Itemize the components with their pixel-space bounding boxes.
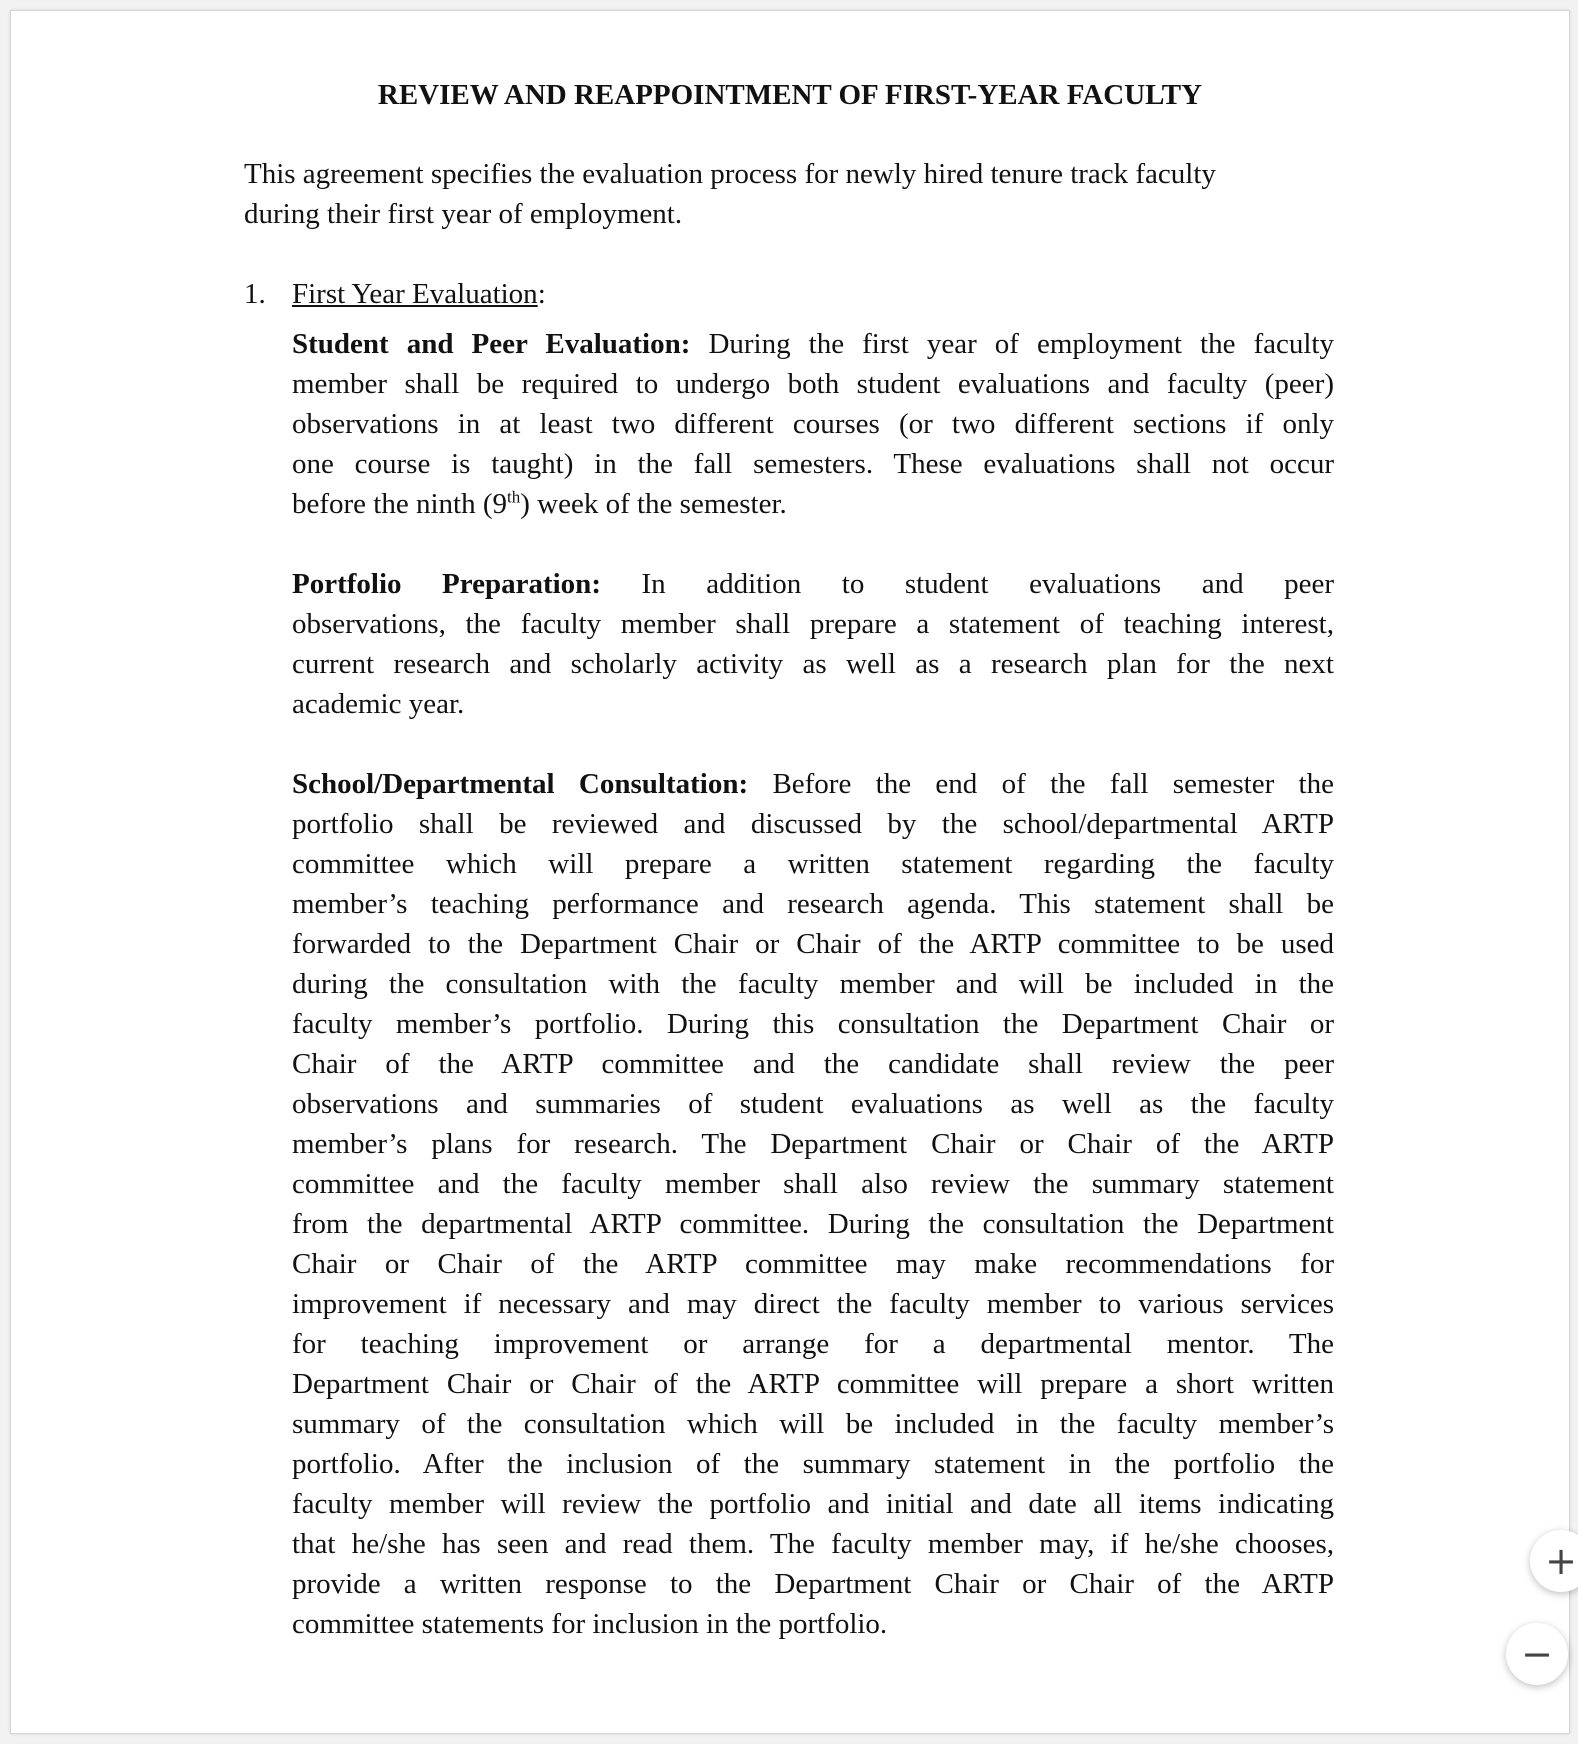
document-page <box>10 10 1570 1734</box>
paragraph-line: current research and scholarly activity as well as a research plan for the next <box>292 648 1334 680</box>
section-number: 1. <box>244 278 266 310</box>
paragraph-term: School/Departmental Consultation: <box>292 768 749 800</box>
intro-paragraph <box>244 154 1344 234</box>
document-title: REVIEW AND REAPPOINTMENT OF FIRST-YEAR FACULTY <box>377 79 1203 111</box>
paragraph-line: Chair of the ARTP committee and the candidate shall review the peer <box>292 1048 1334 1080</box>
paragraph-line: Chair or Chair of the ARTP committee may make recommendations for <box>292 1248 1334 1280</box>
paragraph-line: member shall be required to undergo both student evaluations and faculty (peer) <box>292 368 1334 400</box>
paragraph-line: portfolio shall be reviewed and discussed by the school/departmental ARTP <box>292 808 1334 840</box>
paragraph-line: provide a written response to the Department Chair or Chair of the ARTP <box>292 1568 1334 1600</box>
section-title: First Year Evaluation <box>292 278 538 310</box>
paragraph-term: Portfolio Preparation: <box>292 568 601 600</box>
paragraph-line: faculty member’s portfolio. During this consultation the Department Chair or <box>292 1008 1334 1040</box>
paragraph-line: Student and Peer Evaluation: During the first year of employment the faculty <box>292 328 1334 360</box>
paragraph-line: academic year. <box>292 688 465 720</box>
paragraph-line: from the departmental ARTP committee. During the consultation the Department <box>292 1208 1334 1240</box>
student-peer-evaluation-paragraph <box>292 324 1334 524</box>
paragraph-line: committee which will prepare a written statement regarding the faculty <box>292 848 1334 880</box>
portfolio-preparation-paragraph <box>292 564 1334 724</box>
paragraph-line: member’s plans for research. The Department Chair or Chair of the ARTP <box>292 1128 1334 1160</box>
minus-icon: − <box>1521 1632 1553 1676</box>
intro-line: during their first year of employment. <box>244 198 683 230</box>
paragraph-line: before the ninth (9th) week of the semester. <box>292 487 787 520</box>
paragraph-line: summary of the consultation which will be included in the faculty member’s <box>292 1408 1334 1440</box>
paragraph-line: improvement if necessary and may direct the faculty member to various services <box>292 1288 1334 1320</box>
paragraph-line: observations in at least two different courses (or two different sections if only <box>292 408 1334 440</box>
superscript: th <box>507 487 521 507</box>
paragraph-line: School/Departmental Consultation: Before the end of the fall semester the <box>292 768 1334 800</box>
paragraph-line: one course is taught) in the fall semesters. These evaluations shall not occur <box>292 448 1334 480</box>
paragraph-line: member’s teaching performance and research agenda. This statement shall be <box>292 888 1334 920</box>
intro-line: This agreement specifies the evaluation process for newly hired tenure track faculty <box>244 158 1216 190</box>
section-title-colon: : <box>537 278 546 310</box>
paragraph-line: during the consultation with the faculty member and will be included in the <box>292 968 1334 1000</box>
paragraph-line: committee statements for inclusion in the portfolio. <box>292 1608 888 1640</box>
paragraph-line: observations and summaries of student evaluations as well as the faculty <box>292 1088 1334 1120</box>
paragraph-line: committee and the faculty member shall also review the summary statement <box>292 1168 1334 1200</box>
paragraph-term: Student and Peer Evaluation: <box>292 328 691 360</box>
paragraph-line: portfolio. After the inclusion of the summary statement in the portfolio the <box>292 1448 1334 1480</box>
zoom-out-button[interactable] <box>1506 1623 1568 1685</box>
paragraph-line: forwarded to the Department Chair or Chair of the ARTP committee to be used <box>292 928 1334 960</box>
paragraph-line: faculty member will review the portfolio and initial and date all items indicating <box>292 1488 1334 1520</box>
section-heading <box>244 274 546 314</box>
paragraph-line: that he/she has seen and read them. The faculty member may, if he/she chooses, <box>292 1528 1334 1560</box>
paragraph-line: for teaching improvement or arrange for a departmental mentor. The <box>292 1328 1334 1360</box>
consultation-paragraph <box>292 764 1334 1644</box>
plus-icon: + <box>1545 1539 1577 1583</box>
paragraph-line: observations, the faculty member shall prepare a statement of teaching interest, <box>292 608 1334 640</box>
paragraph-line: Department Chair or Chair of the ARTP committee will prepare a short written <box>292 1368 1334 1400</box>
paragraph-line: Portfolio Preparation: In addition to student evaluations and peer <box>292 568 1335 600</box>
